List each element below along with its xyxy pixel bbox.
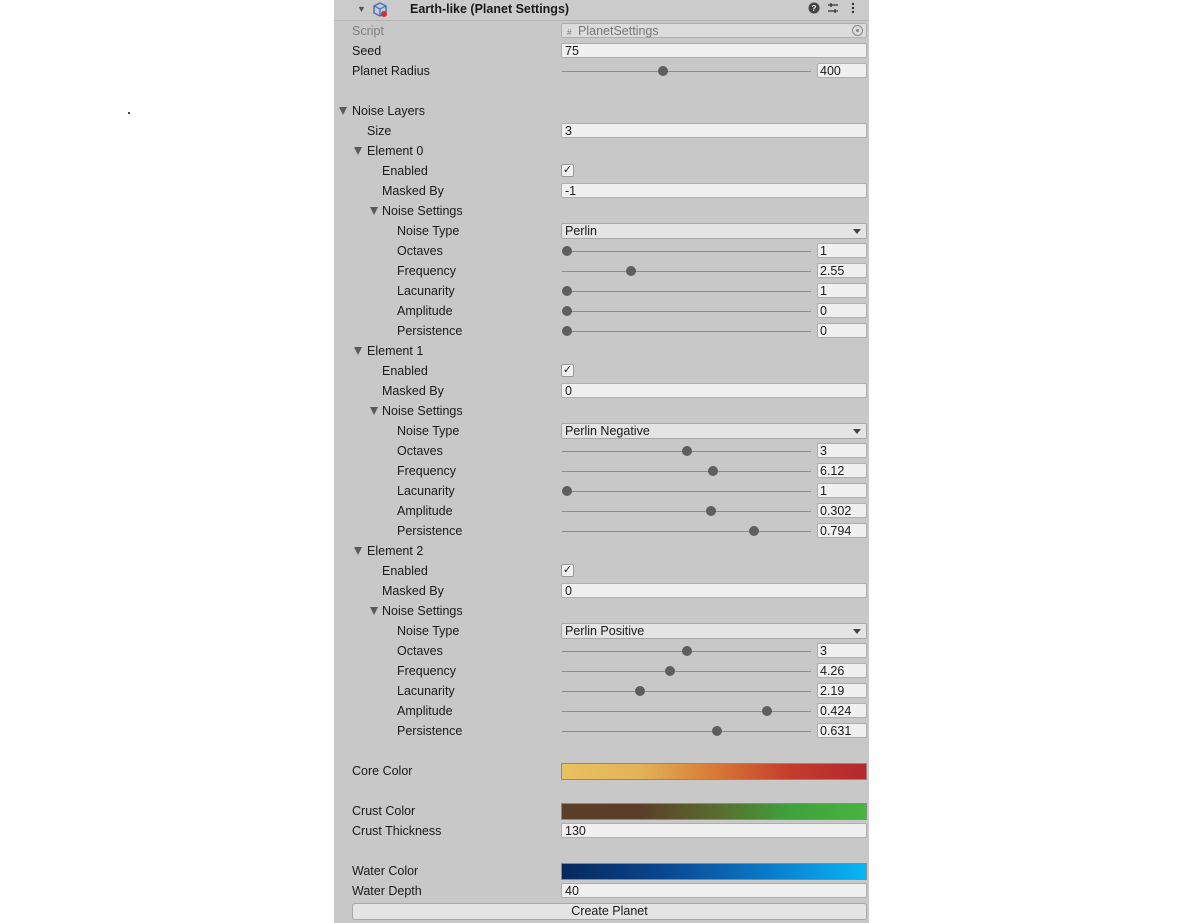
masked-by-input[interactable]: 0 [561,583,867,598]
svg-text:?: ? [811,4,817,13]
water-color-row [334,861,869,881]
persistence-input[interactable]: 0 [817,323,867,338]
crust-color-gradient-field[interactable] [561,803,867,820]
frequency-slider-thumb[interactable] [665,666,675,676]
lacunarity-slider-thumb[interactable] [562,286,572,296]
foldout-arrow-icon[interactable] [370,607,378,615]
lacunarity-slider-track[interactable] [562,691,811,692]
planet-radius-label: Planet Radius [352,64,430,78]
persistence-slider-thumb[interactable] [712,726,722,736]
component-title: Earth-like (Planet Settings) [410,2,570,16]
element-0-lacunarity-row [334,281,869,301]
element-2-noise-type-row [334,621,869,641]
checkmark-icon: ✓ [562,364,573,376]
noise-type-value: Perlin Negative [565,424,650,438]
amplitude-slider-thumb[interactable] [762,706,772,716]
water-color-gradient-field[interactable] [561,863,867,880]
element-2-octaves-row [334,641,869,661]
element-0-enabled-row [334,161,869,181]
element-0-masked-by-row [334,181,869,201]
element-0-foldout[interactable] [334,141,869,161]
seed-input[interactable]: 75 [561,43,867,58]
element-2-persistence-row [334,721,869,741]
core-color-gradient-field[interactable] [561,763,867,780]
persistence-label: Persistence [397,524,463,538]
noise-settings-label: Noise Settings [382,604,463,618]
amplitude-label: Amplitude [397,504,453,518]
noise-type-value: Perlin Positive [565,624,645,638]
element-1-label: Element 1 [367,344,424,358]
amplitude-label: Amplitude [397,704,453,718]
lacunarity-label: Lacunarity [397,684,455,698]
noise-type-dropdown[interactable] [561,223,867,239]
persistence-slider-thumb[interactable] [562,326,572,336]
foldout-arrow-icon[interactable] [354,547,362,555]
element-2-noise-settings-foldout[interactable] [334,601,869,621]
amplitude-input[interactable]: 0 [817,303,867,318]
element-1-octaves-row [334,441,869,461]
octaves-input[interactable]: 3 [817,443,867,458]
planet-radius-row [334,61,869,81]
element-0-noise-settings-foldout[interactable] [334,201,869,221]
water-color-label: Water Color [352,864,419,878]
octaves-input[interactable]: 3 [817,643,867,658]
create-planet-button[interactable]: Create Planet [352,903,867,920]
octaves-input[interactable]: 1 [817,243,867,258]
lacunarity-input[interactable]: 2.19 [817,683,867,698]
frequency-slider-thumb[interactable] [626,266,636,276]
noise-layers-size-row [334,121,869,141]
element-1-persistence-row [334,521,869,541]
octaves-label: Octaves [397,444,443,458]
persistence-label: Persistence [397,324,463,338]
crust-color-label: Crust Color [352,804,416,818]
lacunarity-label: Lacunarity [397,284,455,298]
element-2-frequency-row [334,661,869,681]
octaves-slider-thumb[interactable] [682,646,692,656]
element-0-noise-type-row [334,221,869,241]
enabled-checkbox[interactable] [561,164,574,177]
persistence-slider-track[interactable] [562,531,811,532]
presets-icon[interactable] [826,2,840,16]
element-1-foldout[interactable] [334,341,869,361]
script-value: PlanetSettings [578,24,659,38]
component-header [334,0,869,21]
inspector-panel [334,0,869,923]
noise-settings-label: Noise Settings [382,404,463,418]
element-2-foldout[interactable] [334,541,869,561]
lacunarity-slider-track[interactable] [562,291,811,292]
lacunarity-input[interactable]: 1 [817,483,867,498]
noise-type-dropdown[interactable] [561,623,867,639]
planet-radius-slider-track[interactable] [562,71,811,72]
element-1-frequency-row [334,461,869,481]
foldout-arrow-icon[interactable] [339,107,347,115]
amplitude-slider-thumb[interactable] [562,306,572,316]
persistence-input[interactable]: 0.631 [817,723,867,738]
enabled-checkbox[interactable] [561,364,574,377]
masked-by-label: Masked By [382,384,444,398]
octaves-slider-thumb[interactable] [682,446,692,456]
foldout-arrow-icon[interactable] [370,407,378,415]
noise-type-label: Noise Type [397,224,460,238]
element-2-amplitude-row [334,701,869,721]
octaves-slider-track[interactable] [562,251,811,252]
octaves-slider-thumb[interactable] [562,246,572,256]
size-input[interactable]: 3 [561,123,867,138]
noise-type-value: Perlin [565,224,597,238]
frequency-input[interactable]: 4.26 [817,663,867,678]
noise-layers-foldout[interactable] [334,101,869,121]
amplitude-slider-track[interactable] [562,511,811,512]
amplitude-slider-track[interactable] [562,311,811,312]
noise-type-label: Noise Type [397,624,460,638]
scriptable-object-icon [372,2,388,18]
core-color-row [334,761,869,781]
frequency-label: Frequency [397,664,457,678]
more-menu-icon[interactable] [846,2,860,16]
enabled-checkbox[interactable] [561,564,574,577]
element-2-lacunarity-row [334,681,869,701]
persistence-label: Persistence [397,724,463,738]
persistence-slider-track[interactable] [562,331,811,332]
help-icon[interactable] [807,2,821,16]
element-0-label: Element 0 [367,144,424,158]
masked-by-input[interactable]: 0 [561,383,867,398]
script-row [334,21,869,41]
foldout-arrow-icon[interactable] [354,147,362,155]
masked-by-label: Masked By [382,584,444,598]
element-1-amplitude-row [334,501,869,521]
element-1-enabled-row [334,361,869,381]
chevron-down-icon [853,229,861,234]
noise-type-dropdown[interactable] [561,423,867,439]
amplitude-label: Amplitude [397,304,453,318]
frequency-label: Frequency [397,264,457,278]
object-picker-icon [852,25,863,36]
script-file-icon: # [567,28,572,37]
lacunarity-slider-thumb[interactable] [562,486,572,496]
lacunarity-input[interactable]: 1 [817,283,867,298]
element-0-persistence-row [334,321,869,341]
planet-radius-input[interactable]: 400 [817,63,867,78]
element-1-noise-settings-foldout[interactable] [334,401,869,421]
frequency-slider-track[interactable] [562,471,811,472]
seed-label: Seed [352,44,382,58]
water-depth-input[interactable]: 40 [561,883,867,898]
persistence-slider-track[interactable] [562,731,811,732]
noise-layers-label: Noise Layers [352,104,425,118]
checkmark-icon: ✓ [562,564,573,576]
enabled-label: Enabled [382,564,428,578]
persistence-input[interactable]: 0.794 [817,523,867,538]
crust-thickness-label: Crust Thickness [352,824,442,838]
crust-thickness-input[interactable]: 130 [561,823,867,838]
enabled-label: Enabled [382,164,428,178]
masked-by-label: Masked By [382,184,444,198]
crust-thickness-row [334,821,869,841]
amplitude-slider-thumb[interactable] [706,506,716,516]
element-0-frequency-row [334,261,869,281]
foldout-arrow-icon[interactable] [370,207,378,215]
element-1-noise-type-row [334,421,869,441]
frequency-slider-thumb[interactable] [708,466,718,476]
noise-settings-label: Noise Settings [382,204,463,218]
frequency-label: Frequency [397,464,457,478]
collapse-arrow-icon[interactable]: ▼ [357,4,366,14]
lacunarity-slider-track[interactable] [562,491,811,492]
script-object-field [561,23,867,38]
amplitude-input[interactable]: 0.424 [817,703,867,718]
checkmark-icon: ✓ [562,164,573,176]
element-2-enabled-row [334,561,869,581]
lacunarity-slider-thumb[interactable] [635,686,645,696]
core-color-label: Core Color [352,764,413,778]
amplitude-slider-track[interactable] [562,711,811,712]
chevron-down-icon [853,629,861,634]
persistence-slider-thumb[interactable] [749,526,759,536]
create-planet-row [334,901,869,921]
frequency-input[interactable]: 6.12 [817,463,867,478]
stray-dot [128,112,130,114]
seed-row [334,41,869,61]
element-2-masked-by-row [334,581,869,601]
element-0-octaves-row [334,241,869,261]
octaves-label: Octaves [397,244,443,258]
noise-type-label: Noise Type [397,424,460,438]
enabled-label: Enabled [382,364,428,378]
script-label: Script [352,24,384,38]
frequency-slider-track[interactable] [562,671,811,672]
frequency-slider-track[interactable] [562,271,811,272]
element-0-amplitude-row [334,301,869,321]
foldout-arrow-icon[interactable] [354,347,362,355]
masked-by-input[interactable]: -1 [561,183,867,198]
element-1-lacunarity-row [334,481,869,501]
element-2-label: Element 2 [367,544,424,558]
octaves-label: Octaves [397,644,443,658]
planet-radius-slider-thumb[interactable] [658,66,668,76]
water-depth-label: Water Depth [352,884,422,898]
element-1-masked-by-row [334,381,869,401]
frequency-input[interactable]: 2.55 [817,263,867,278]
amplitude-input[interactable]: 0.302 [817,503,867,518]
water-depth-row [334,881,869,901]
lacunarity-label: Lacunarity [397,484,455,498]
size-label: Size [367,124,392,138]
chevron-down-icon [853,429,861,434]
crust-color-row [334,801,869,821]
